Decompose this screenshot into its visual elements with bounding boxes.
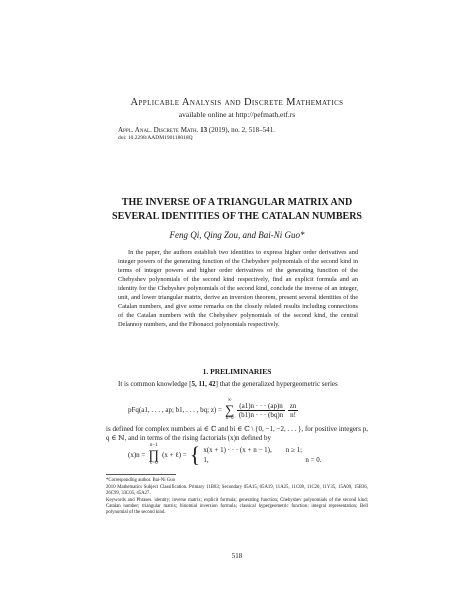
para1-text-a: It is common knowledge [ xyxy=(118,380,192,388)
case-1-condition: n ≥ 1; xyxy=(285,446,303,454)
footnote-keywords: Keywords and Phrases. identity; inverse matrix; explicit formula; generating function; Chebyshev polynomials of the second kind; Catalan number; triangular matrix; binomial inversion formula; classical hypergeometric function; integral representation; Bell polynomial of the second kind. xyxy=(106,498,368,515)
citation xyxy=(118,126,275,134)
citation-refs: 5, 11, 42 xyxy=(191,380,216,388)
eq1-fraction-1 xyxy=(237,402,285,419)
eq2-cases xyxy=(203,445,321,465)
journal-name: Applicable Analysis and Discrete Mathematics xyxy=(130,97,344,108)
para1-text-b: ] that the generalized hypergeometric series xyxy=(215,380,338,388)
eq2-term: (x + ℓ) = xyxy=(162,451,187,459)
product-symbol: n−1 ∏ ℓ=0 xyxy=(148,443,160,466)
page-number: 518 xyxy=(231,552,243,560)
eq1-lhs: pFq(a1, . . . , ap; b1, . . . , bq; z) = xyxy=(128,406,222,414)
case-2: 1, xyxy=(203,456,209,464)
title-line-1: THE INVERSE OF A TRIANGULAR MATRIX AND xyxy=(121,197,353,208)
sum-upper: ∞ xyxy=(227,398,232,403)
eq1-fraction-2 xyxy=(288,402,299,419)
citation-volume: 13 xyxy=(200,126,208,134)
doi: doi: 10.2298/AADM190118018Q xyxy=(118,135,193,141)
footnote-divider xyxy=(106,474,176,475)
case-1: x(x + 1) · · · (x + n − 1), xyxy=(203,446,272,454)
paragraph-1 xyxy=(106,380,368,389)
case-2-condition: n = 0. xyxy=(305,456,322,464)
section-heading: 1. PRELIMINARIES xyxy=(202,367,272,376)
journal-url: available online at http://pefmath.etf.rs xyxy=(178,110,296,119)
sum-symbol: ∞ ∑ n=0 xyxy=(224,398,235,421)
paragraph-2: is defined for complex numbers ai ∈ ℂ and bi ∈ ℂ \ {0, −1, −2, . . . }, for positive integers p, q ∈ ℕ, and in terms of the rising factorials (x)n defined by xyxy=(106,425,368,442)
citation-journal: Appl. Anal. Discrete Math. xyxy=(118,126,199,134)
footnote-corresponding: *Corresponding author. Bai-Ni Guo xyxy=(106,478,176,483)
sum-lower: n=0 xyxy=(225,416,234,421)
prod-upper: n−1 xyxy=(149,443,158,448)
eq1-denominator: (b1)n · · · (bq)n xyxy=(238,410,284,419)
footnote-msc: 2010 Mathematics Subject Classification. Primary 11B83; Secondary 05A15, 05A19, 11A25, 11C08, 11C20, 11Y35, 15A09, 15B36, 26C99, 33C05, 45A27. xyxy=(106,485,368,496)
equation-hypergeometric xyxy=(128,396,348,424)
paper-title xyxy=(0,196,474,224)
eq1-numerator-2: zn xyxy=(289,401,297,410)
eq2-lhs: (x)n = xyxy=(128,451,146,459)
eq1-denominator-2: n! xyxy=(290,410,296,419)
title-line-2: SEVERAL IDENTITIES OF THE CATALAN NUMBERS xyxy=(112,211,362,222)
abstract: In the paper, the authors establish two identities to express higher order derivatives and integer powers of the generating function of the Chebyshev polynomials of the second kind in terms of integer powers and higher order derivatives of the generating function of the Chebyshev polynomials of the second kind respectively, find an explicit formula and an identity for the Chebyshev polynomials of the second kind, conclude the inverse of an integer, unit, and lower triangular matrix, derive an inversion theorem, present several identities of the Catalan numbers, and give some remarks on the closely related results including connections of the Catalan numbers with the Chebyshev polynomials of the second kind, the central Delannoy numbers, and the Fibonacci polynomials respectively. xyxy=(118,249,358,328)
cases-brace: { xyxy=(189,442,201,467)
authors: Feng Qi, Qing Zou, and Bai-Ni Guo* xyxy=(169,230,305,240)
prod-lower: ℓ=0 xyxy=(149,461,158,466)
citation-details: (2019), no. 2, 518–541. xyxy=(208,126,275,134)
eq1-numerator: (a1)n · · · (ap)n xyxy=(239,401,283,410)
equation-rising-factorial xyxy=(128,443,368,467)
